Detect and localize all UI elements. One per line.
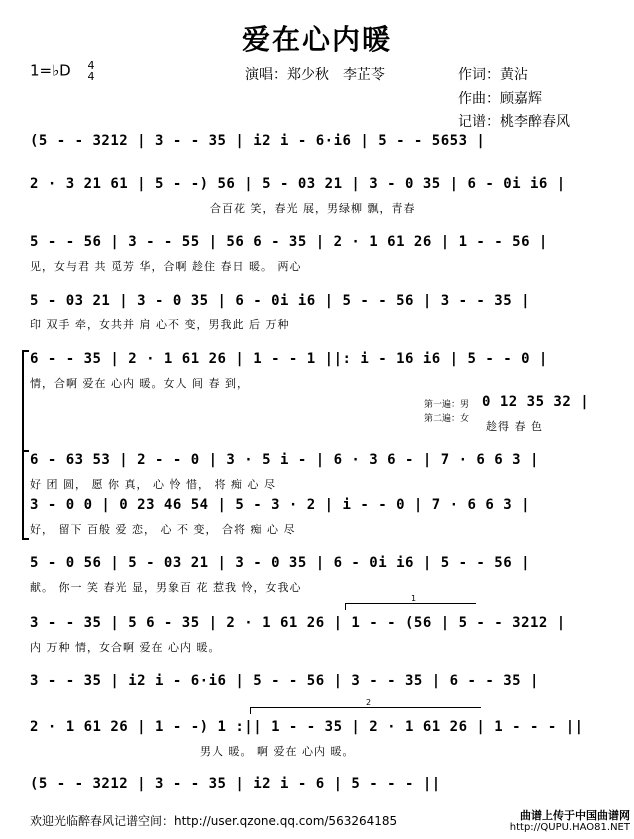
first-verse-label: 第一遍：男 [424,400,470,410]
lyric-row-5: 情，合啊 爱在 心内 暖。女人 间 春 到， [30,377,249,390]
transcriber-credit: 记谱：桃李醉春风 [458,114,570,130]
lyric-row-4: 印 双手 牵，女共并 肩 心不 变，男我此 后 万种 [30,318,290,331]
notation-row-8: 3 - - 35 | 5 6 - 35 | 2 · 1 61 26 | 1 - - (56 | 5 - - 3212 | [30,615,566,631]
notation-row-6a: 6 - 63 53 | 2 - - 0 | 3 · 5 i - | 6 · 3 6 - | 7 · 6 6 3 | [30,452,539,468]
key-signature [30,60,95,82]
site-watermark [510,810,630,834]
time-denominator: 4 [87,70,95,83]
lyric-row-6a: 好 团 圆， 愿 你 真， 心 怜 惜， 将 痴 心 尽 [30,478,276,491]
notation-row-6b: 3 - 0 0 | 0 23 46 54 | 5 - 3 · 2 | i - - 0 | 7 · 6 6 3 | [30,497,531,513]
lyric-row-8: 内 万种 情，女合啊 爱在 心内 暖。 [30,641,221,654]
notation-row-10: 2 · 1 61 26 | 1 - -) 1 :|| 1 - - 35 | 2 · 1 61 26 | 1 - - - || [30,719,584,735]
first-ending-number: 1 [411,594,417,603]
system-brace-2 [22,450,29,540]
lyric-row-5b: 趁得 春 色 [486,420,543,433]
notation-row-5: 6 - - 35 | 2 · 1 61 26 | 1 - - 1 ||: i - 16 i6 | 5 - - 0 | [30,351,548,367]
notation-row-1: (5 - - 3212 | 3 - - 35 | i2 i - 6·i6 | 5 - - 5653 | [30,133,486,149]
lyric-row-10: 男人 暖。 啊 爱在 心内 暖。 [200,745,355,758]
notation-row-4: 5 - 03 21 | 3 - 0 35 | 6 - 0i i6 | 5 - - 56 | 3 - - 35 | [30,293,531,309]
lyric-row-7: 献。 你一 笑 春光 显，男象百 花 惹我 怜，女我心 [30,581,302,594]
first-ending-bracket [345,594,476,610]
key-label: 1=♭D [30,61,71,80]
lyricist-credit: 作词：黄沾 [458,67,528,83]
system-brace-1 [22,350,29,452]
lyric-row-3: 见，女与君 共 觅芳 华，合啊 趁住 春日 暖。 两心 [30,260,302,273]
song-title: 爱在心内暖 [241,23,392,56]
time-numerator: 4 [87,59,95,72]
time-signature [88,60,95,82]
notation-row-5b: 0 12 35 32 | [482,394,590,410]
lyric-row-6b: 好， 留下 百般 爱 恋， 心 不 变， 合将 痴 心 尽 [30,523,296,536]
footer-text: 欢迎光临醉春风记谱空间：http://user.qzone.qq.com/563264185 [30,814,398,828]
notation-row-3: 5 - - 56 | 3 - - 55 | 56 6 - 35 | 2 · 1 61 26 | 1 - - 56 | [30,234,548,250]
notation-row-9: 3 - - 35 | i2 i - 6·i6 | 5 - - 56 | 3 - - 35 | 6 - - 35 | [30,673,539,689]
second-verse-label: 第二遍：女 [424,414,470,424]
notation-row-11: (5 - - 3212 | 3 - - 35 | i2 i - 6 | 5 - - - || [30,776,441,792]
lyric-row-2: 合百花 笑，春光 展，男绿柳 飘，青春 [210,202,416,215]
composer-credit: 作曲：顾嘉辉 [458,91,542,107]
singers-credit: 演唱：郑少秋 李芷苓 [245,67,385,83]
watermark-line-1: 曲谱上传于中国曲谱网 [520,809,630,822]
notation-row-2: 2 · 3 21 61 | 5 - -) 56 | 5 - 03 21 | 3 - 0 35 | 6 - 0i i6 | [30,176,566,192]
watermark-line-2: http://QUPU.HAO81.NET [509,822,630,833]
notation-row-7: 5 - 0 56 | 5 - 03 21 | 3 - 0 35 | 6 - 0i i6 | 5 - - 56 | [30,555,531,571]
second-ending-number: 2 [366,698,372,707]
second-ending-bracket [250,698,481,714]
